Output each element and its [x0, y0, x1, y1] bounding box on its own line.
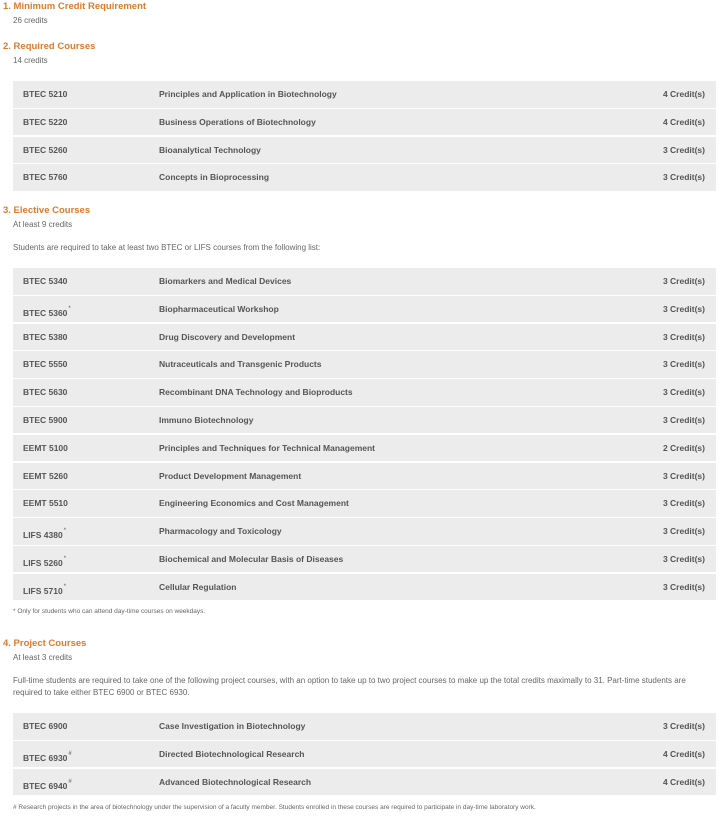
course-code — [23, 713, 67, 740]
course-credits: 3 Credit(s) — [662, 359, 705, 370]
minimum-credit-value: 26 credits — [13, 16, 48, 25]
course-footnote-mark: # — [68, 778, 72, 785]
course-code — [23, 137, 67, 164]
course-credits: 3 Credit(s) — [662, 526, 705, 537]
course-code — [23, 407, 67, 434]
course-code-text: BTEC 5210 — [23, 89, 68, 99]
course-code — [23, 518, 66, 549]
section-title-project-courses: 4. Project Courses — [3, 638, 87, 649]
course-code-text: BTEC 5760 — [23, 172, 68, 183]
course-row — [13, 546, 716, 573]
course-row — [13, 351, 716, 378]
course-code-text: BTEC 6930 — [23, 752, 68, 763]
course-code — [23, 379, 67, 406]
course-code — [23, 268, 67, 295]
course-name: Immuno Biotechnology — [159, 414, 254, 425]
course-code — [23, 741, 72, 772]
course-row — [13, 713, 716, 740]
course-code — [23, 490, 68, 517]
required-credit-value: 14 credits — [13, 56, 48, 65]
course-credits: 3 Credit(s) — [662, 303, 705, 314]
course-name: Biochemical and Molecular Basis of Diseases — [159, 553, 344, 564]
course-name: Concepts in Bioprocessing — [159, 172, 270, 183]
section-title-minimum-credit: 1. Minimum Credit Requirement — [3, 1, 147, 12]
course-code-text: BTEC 5360 — [23, 307, 68, 318]
project-courses-table — [13, 713, 716, 795]
course-credits: 3 Credit(s) — [662, 553, 705, 564]
course-code-text: LIFS 4380 — [23, 530, 63, 541]
course-name: Case Investigation in Biotechnology — [159, 721, 306, 731]
course-credits: 4 Credit(s) — [662, 116, 705, 127]
course-credits: 2 Credit(s) — [662, 442, 705, 453]
course-name: Bioanalytical Technology — [159, 144, 261, 155]
course-code-text: BTEC 5260 — [23, 144, 68, 155]
course-code — [23, 351, 67, 378]
course-row — [13, 435, 716, 462]
elective-intro: Students are required to take at least two BTEC or LIFS courses from the following list: — [13, 243, 321, 252]
course-credits: 3 Credit(s) — [662, 581, 705, 592]
course-row — [13, 490, 716, 517]
course-credits: 4 Credit(s) — [662, 776, 705, 787]
course-code-text: EEMT 5260 — [23, 470, 68, 481]
course-code — [23, 81, 67, 108]
course-footnote-mark: * — [63, 555, 67, 562]
course-row — [13, 463, 716, 490]
course-code — [23, 769, 72, 800]
course-row — [13, 268, 716, 295]
elective-credit-value: At least 9 credits — [13, 220, 73, 229]
course-code-text: LIFS 5260 — [23, 557, 63, 568]
course-row — [13, 137, 716, 164]
course-code — [23, 296, 71, 327]
course-name: Directed Biotechnological Research — [159, 748, 305, 759]
course-credits: 3 Credit(s) — [662, 498, 705, 509]
course-code-text: LIFS 5710 — [23, 585, 63, 596]
course-credits: 3 Credit(s) — [662, 414, 705, 425]
course-credits: 3 Credit(s) — [662, 721, 705, 731]
course-credits: 3 Credit(s) — [662, 387, 705, 398]
course-row — [13, 296, 716, 323]
course-name: Drug Discovery and Development — [159, 331, 296, 342]
course-name: Cellular Regulation — [159, 581, 237, 592]
course-row — [13, 109, 716, 136]
course-name: Principles and Application in Biotechnology — [159, 89, 337, 99]
elective-footnote: * Only for students who can attend day-time courses on weekdays. — [13, 608, 206, 615]
course-name: Principles and Techniques for Technical Management — [159, 442, 376, 453]
course-row — [13, 518, 716, 545]
course-code-text: BTEC 5630 — [23, 387, 68, 398]
course-code — [23, 164, 67, 191]
course-code — [23, 435, 68, 462]
course-row — [13, 379, 716, 406]
course-code-text: EEMT 5100 — [23, 442, 68, 453]
course-credits: 4 Credit(s) — [662, 89, 705, 99]
course-row — [13, 769, 716, 796]
course-code — [23, 546, 66, 577]
course-code-text: BTEC 6940 — [23, 780, 68, 791]
course-name: Biomarkers and Medical Devices — [159, 276, 292, 286]
course-code — [23, 574, 66, 605]
course-credits: 3 Credit(s) — [662, 276, 705, 286]
section-title-elective-courses: 3. Elective Courses — [3, 205, 91, 216]
course-row — [13, 164, 716, 191]
course-credits: 3 Credit(s) — [662, 172, 705, 183]
course-row — [13, 574, 716, 601]
elective-courses-table — [13, 268, 716, 600]
course-name: Nutraceuticals and Transgenic Products — [159, 359, 322, 370]
course-row — [13, 741, 716, 768]
course-code — [23, 324, 67, 351]
course-credits: 4 Credit(s) — [662, 748, 705, 759]
course-code-text: BTEC 5550 — [23, 359, 68, 370]
course-credits: 3 Credit(s) — [662, 144, 705, 155]
course-row — [13, 324, 716, 351]
course-name: Pharmacology and Toxicology — [159, 526, 282, 537]
project-credit-value: At least 3 credits — [13, 653, 73, 662]
project-intro: Full-time students are required to take one of the following project courses, with an option to take up to two project courses to make up the total credits maximally to 31. Part-time students are required to take either BTEC 6900 or BTEC 6930. — [13, 676, 686, 697]
course-code-text: BTEC 5220 — [23, 116, 68, 127]
course-name: Biopharmaceutical Workshop — [159, 303, 279, 314]
course-row — [13, 81, 716, 108]
course-code-text: BTEC 5340 — [23, 276, 68, 286]
course-code-text: EEMT 5510 — [23, 498, 68, 509]
course-name: Recombinant DNA Technology and Bioproducts — [159, 387, 353, 398]
course-row — [13, 407, 716, 434]
course-footnote-mark: * — [68, 305, 71, 312]
course-credits: 3 Credit(s) — [662, 331, 705, 342]
course-code-text: BTEC 5380 — [23, 331, 68, 342]
course-footnote-mark: * — [63, 528, 67, 535]
course-credits: 3 Credit(s) — [662, 470, 705, 481]
course-code — [23, 463, 68, 490]
course-code — [23, 109, 67, 136]
course-code-text: BTEC 6900 — [23, 721, 68, 731]
course-footnote-mark: * — [63, 583, 67, 590]
course-name: Product Development Management — [159, 470, 302, 481]
project-footnote: # Research projects in the area of biotechnology under the supervision of a faculty member. Students enrolled in these courses are required to participate in day-time laboratory work. — [13, 804, 536, 811]
course-name: Business Operations of Biotechnology — [159, 116, 316, 127]
course-name: Engineering Economics and Cost Management — [159, 498, 349, 509]
course-name: Advanced Biotechnological Research — [159, 776, 312, 787]
course-footnote-mark: # — [68, 750, 72, 757]
course-code-text: BTEC 5900 — [23, 414, 68, 425]
section-title-required-courses: 2. Required Courses — [3, 41, 96, 52]
required-courses-table — [13, 81, 716, 191]
